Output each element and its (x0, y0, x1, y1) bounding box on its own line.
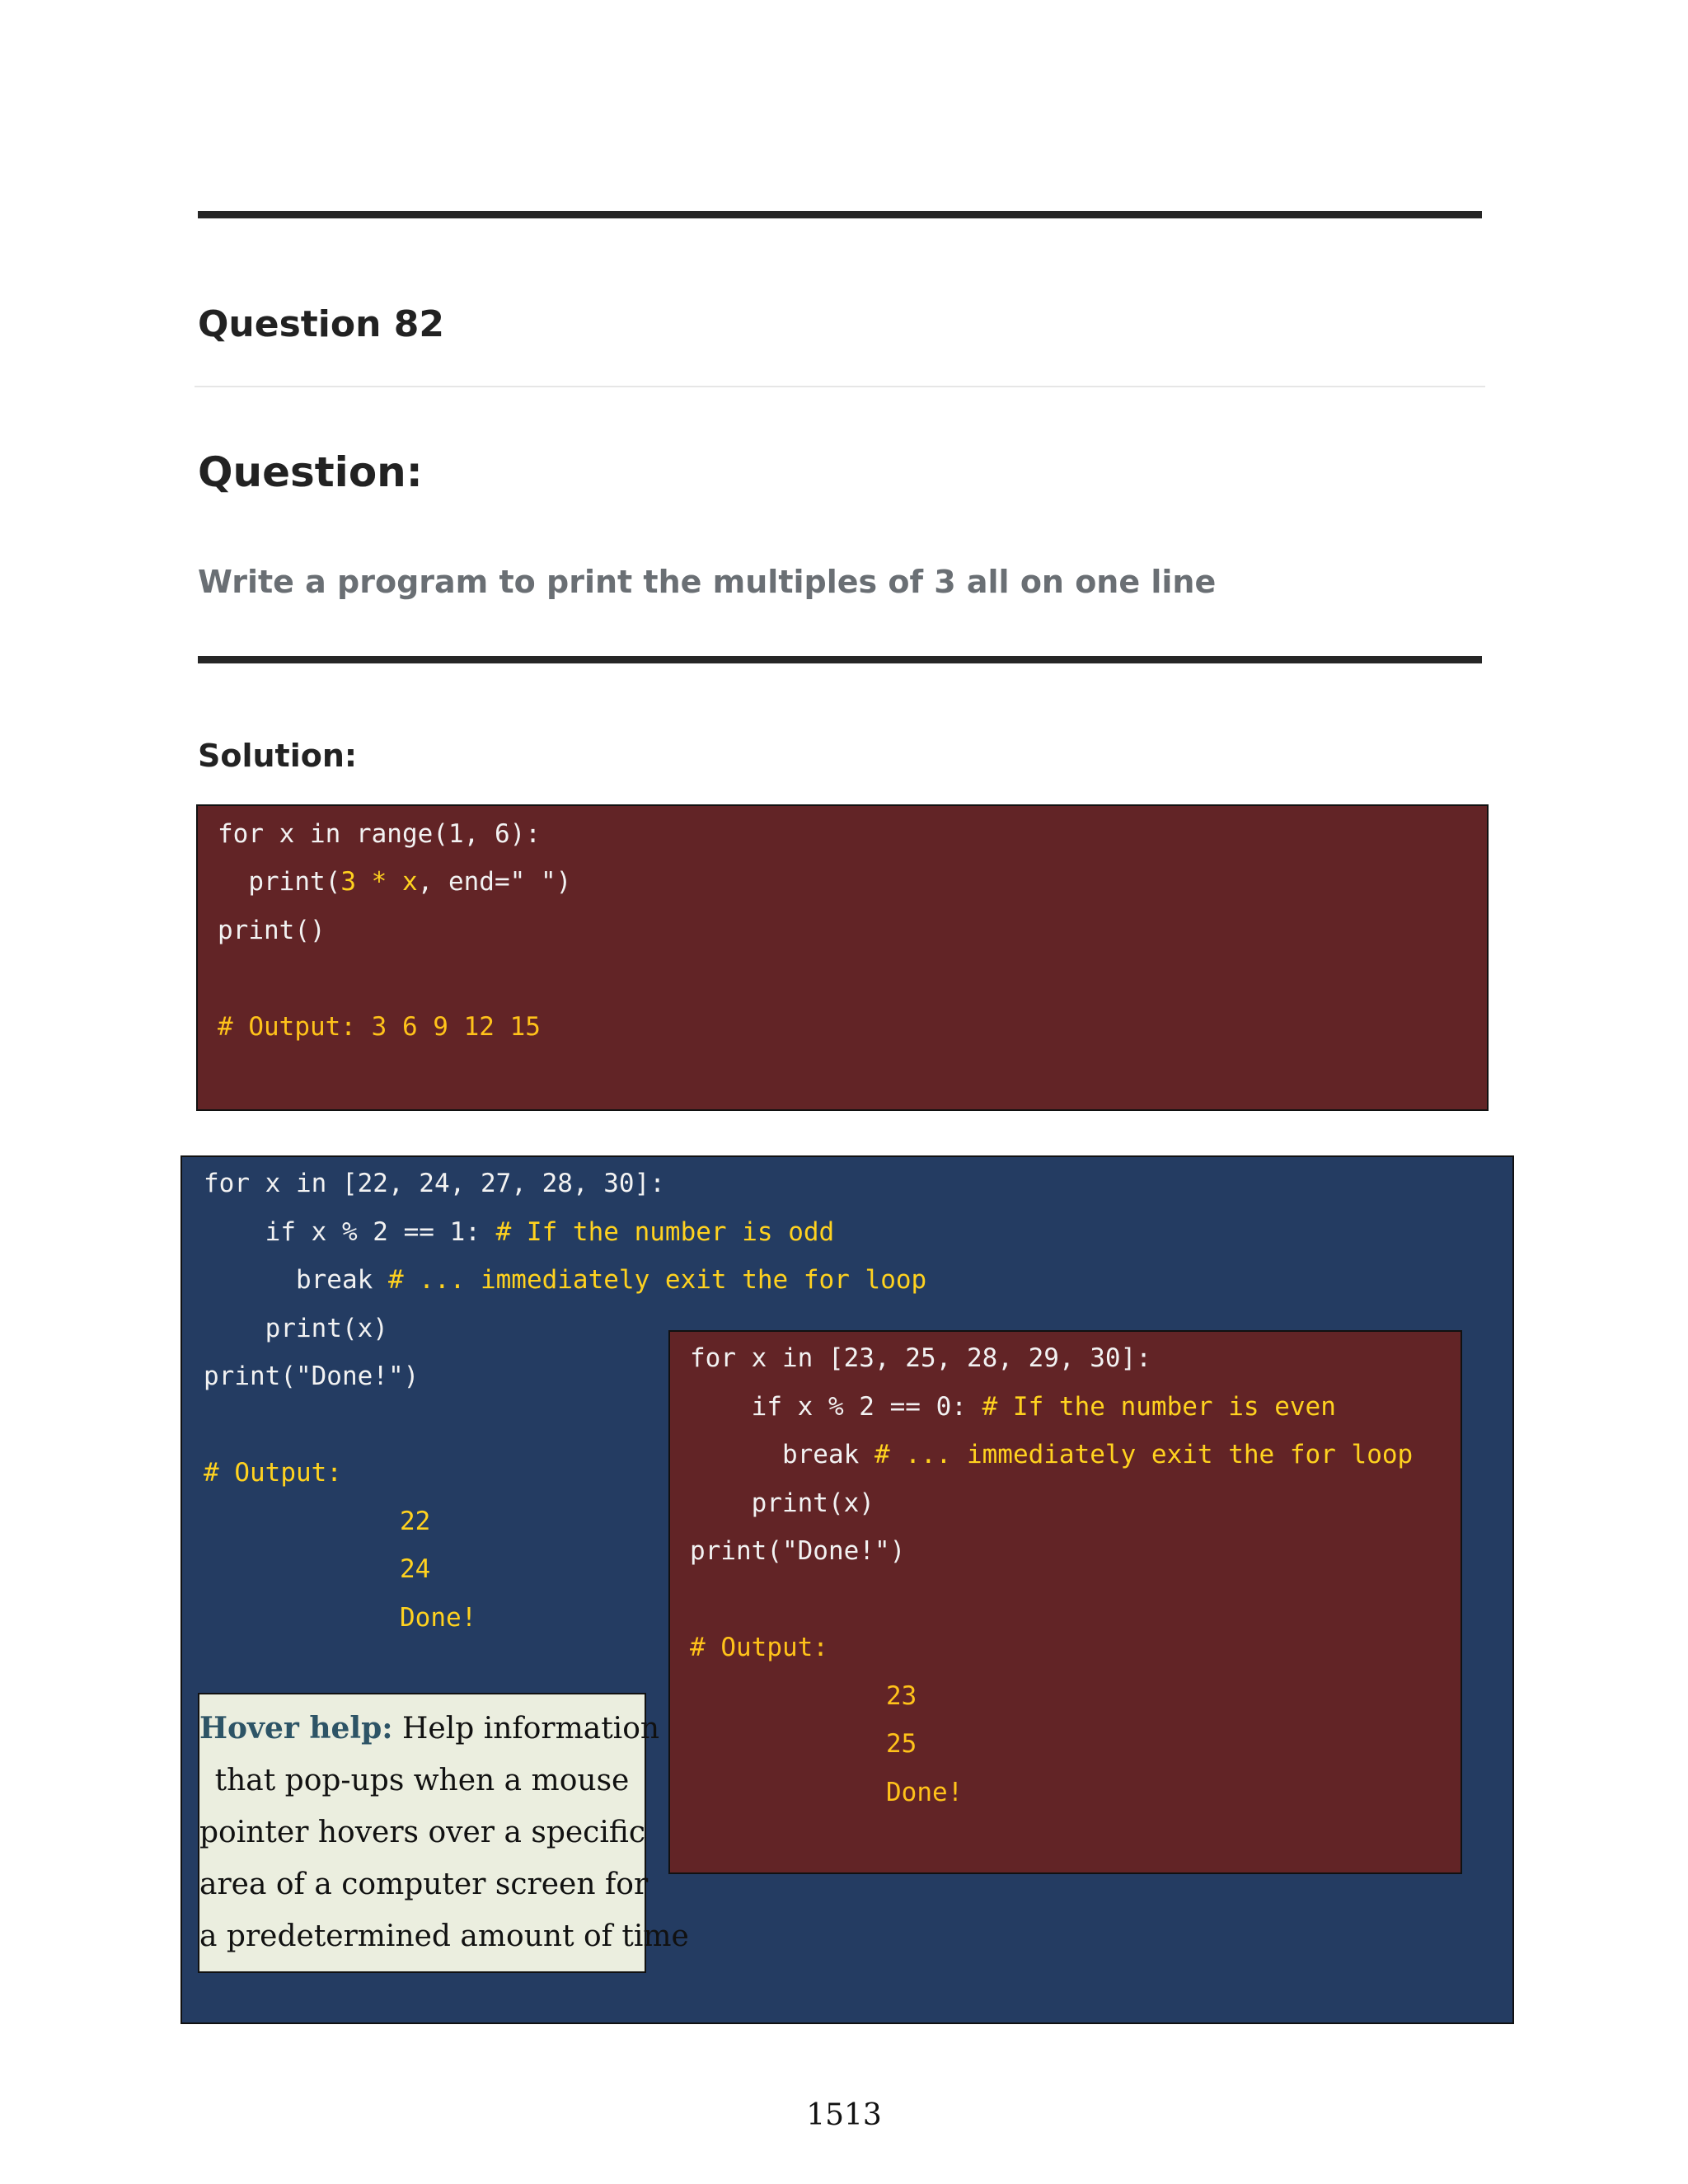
code-output-comment: # Output: 3 6 9 12 15 (218, 1012, 541, 1042)
code-comment: # ... immediately exit the for loop (387, 1265, 927, 1295)
definition-line: that pop-ups when a mouse (214, 1764, 630, 1797)
code-comment: # If the number is even (982, 1392, 1336, 1422)
code-line: for x in [22, 24, 27, 28, 30]: (204, 1169, 665, 1198)
code-line: print("Done!") (690, 1536, 906, 1566)
code-text: print( (218, 867, 341, 897)
code-line (218, 865, 571, 898)
code-output-label: # Output: (204, 1458, 342, 1488)
question-text: Write a program to print the multiples of 3 all on one line (198, 564, 1217, 600)
definition-line: area of a computer screen for (199, 1868, 649, 1901)
question-heading: Question: (198, 448, 423, 496)
definition-line: a predetermined amount of time (199, 1919, 689, 1953)
middle-rule (198, 656, 1482, 663)
break-even-code-block (668, 1330, 1462, 1874)
code-line (204, 1216, 834, 1249)
code-text: break (690, 1440, 874, 1469)
code-line: print(x) (204, 1314, 388, 1343)
code-text: break (204, 1265, 388, 1295)
heading-divider (195, 386, 1485, 387)
code-line (690, 1390, 1336, 1423)
code-output-value: Done! (400, 1603, 477, 1633)
solution-code-block (196, 804, 1489, 1111)
question-number-heading: Question 82 (198, 303, 444, 345)
definition-line: pointer hovers over a specific (199, 1816, 646, 1849)
code-line: print() (218, 916, 326, 945)
code-highlight: 3 * x (340, 867, 418, 897)
code-line: for x in range(1, 6): (218, 819, 541, 849)
code-line (204, 1263, 926, 1296)
code-output-value: 24 (400, 1554, 431, 1584)
definition-line (199, 1703, 660, 1755)
code-output-value: Done! (886, 1778, 964, 1807)
code-text: , end=" ") (417, 867, 572, 897)
code-line: print(x) (690, 1488, 874, 1518)
code-text: if x % 2 == 1: (204, 1217, 496, 1247)
code-output-value: 25 (886, 1729, 917, 1759)
code-text: if x % 2 == 0: (690, 1392, 982, 1422)
code-line (690, 1438, 1413, 1471)
code-comment: # If the number is odd (495, 1217, 835, 1247)
solution-heading: Solution: (198, 738, 358, 774)
hover-help-definition (198, 1693, 689, 1973)
definition-term: Hover help: (199, 1711, 393, 1746)
code-output-label: # Output: (690, 1633, 828, 1662)
code-output-value: 22 (400, 1507, 431, 1536)
top-rule (198, 211, 1482, 218)
code-output-value: 23 (886, 1681, 917, 1711)
page-number: 1513 (806, 2098, 882, 2132)
code-line: print("Done!") (204, 1361, 420, 1391)
code-line: for x in [23, 25, 28, 29, 30]: (690, 1343, 1151, 1373)
code-comment: # ... immediately exit the for loop (874, 1440, 1414, 1469)
definition-text: Help information (392, 1712, 660, 1746)
